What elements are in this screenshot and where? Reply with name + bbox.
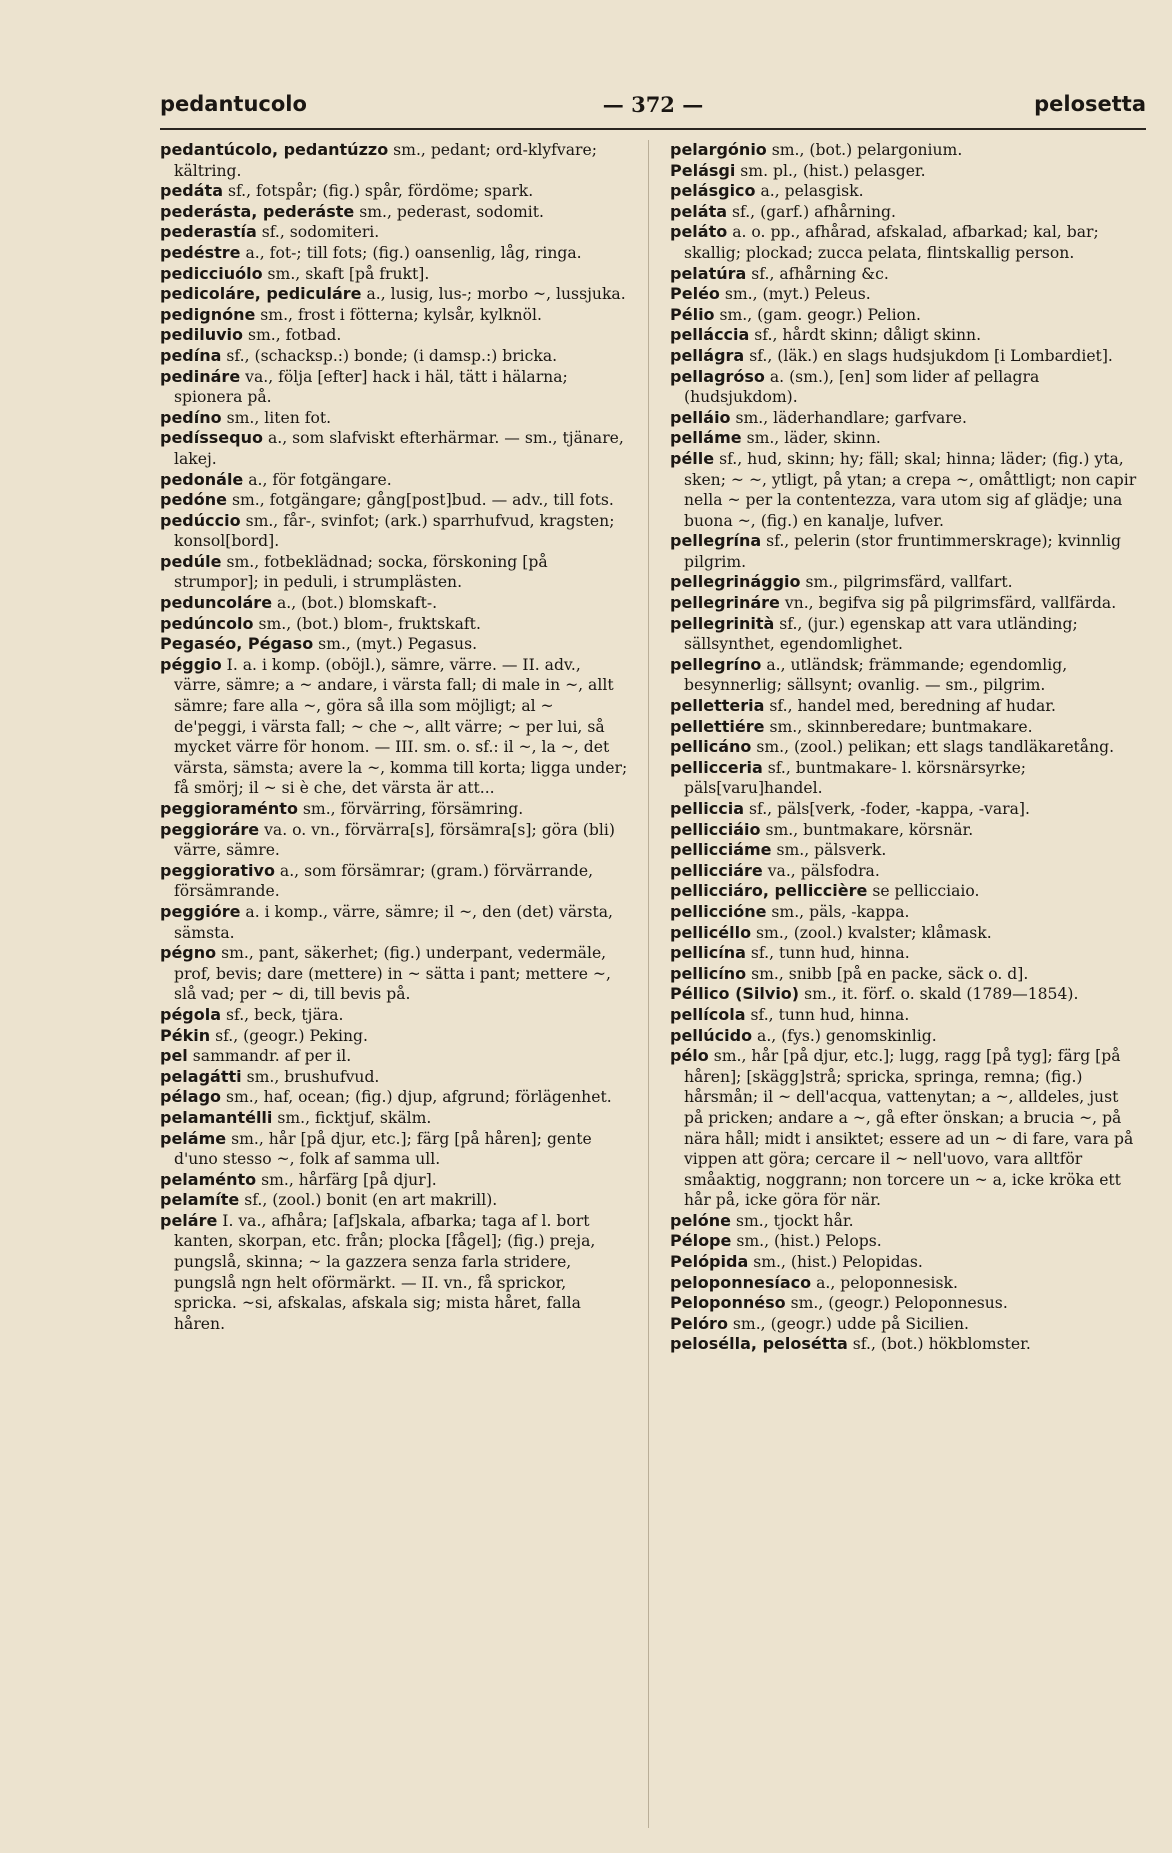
dictionary-entry <box>670 799 1140 820</box>
headword: pellegrinággio <box>670 572 801 592</box>
headword: peggioráre <box>160 819 260 839</box>
dictionary-entry <box>670 1314 1140 1335</box>
dictionary-entry <box>160 1108 630 1129</box>
definition: sf., (schacksp.:) bonde; (i damsp.:) bricka. <box>226 346 558 365</box>
dictionary-entry <box>670 1293 1140 1314</box>
headword: pelliccióne <box>670 901 767 921</box>
dictionary-entry <box>160 222 630 243</box>
definition: a., utländsk; främmande; egendomlig, besynnerlig; sällsynt; ovanlig. — sm., pilgrim. <box>684 655 1068 695</box>
headword: peggioraménto <box>160 799 298 818</box>
dictionary-entry <box>670 531 1140 572</box>
dictionary-entry <box>160 552 630 593</box>
headword: pellicíno <box>670 963 747 983</box>
headword: pellicáno <box>670 737 752 757</box>
headword: pelláio <box>670 407 731 427</box>
definition: sm., fotbeklädnad; socka, förskoning [på strumpor]; in peduli, i strumplästen. <box>174 552 548 592</box>
headword: pederastía <box>160 222 257 242</box>
headword: pelamantélli <box>160 1107 273 1127</box>
dictionary-entry <box>160 264 630 285</box>
headword: Pelásgi <box>670 160 736 180</box>
dictionary-entry <box>670 964 1140 985</box>
dictionary-entry <box>160 1005 630 1026</box>
definition: a., pelasgisk. <box>760 182 864 201</box>
headword: Pelópida <box>670 1252 749 1272</box>
headword: Pékin <box>160 1025 211 1045</box>
headword: pelláccia <box>670 325 750 345</box>
dictionary-entry <box>160 593 630 614</box>
headword: Péllico (Silvio) <box>670 984 800 1004</box>
headword: pedúncolo <box>160 613 254 633</box>
dictionary-entry <box>670 222 1140 263</box>
dictionary-entry <box>160 202 630 223</box>
dictionary-entry <box>160 346 630 367</box>
definition: sm., buntmakare, körsnär. <box>765 820 974 839</box>
definition: sm., ficktjuf, skälm. <box>277 1108 432 1127</box>
dictionary-entry <box>670 1334 1140 1355</box>
definition: sm., hår [på djur, etc.]; lugg, ragg [på tyg]; färg [på håren]; [skägg]strå; spricka, springa, remna; (fig.) hårsmån; il ~ dell'acqua, vattenytan; a ~, alldeles, just på pricken; andare a ~, gå efter önskan; a brucia ~, på nära håll; midt i ansiktet; essere ad un ~ di fare, vara på vippen att göra; cercare il ~ nell'uovo, vara alltför småaktig, noggrann; non torcere un ~ a, icke kröka ett hår på, icke göra för när. <box>684 1047 1134 1210</box>
headword: pellicciáro, pelliccière <box>670 881 868 901</box>
definition: sf., hud, skinn; hy; fäll; skal; hinna; läder; (fig.) yta, sken; ~ ~, ytligt, på ytan; a crepa ~, omåttligt; non capir nella ~ per la contentezza, vara utom sig af glädje; una buona ~, (fig.) en kanalje, lufver. <box>684 449 1137 530</box>
definition: sf., (bot.) hökblomster. <box>852 1335 1031 1354</box>
definition: sm., (bot.) pelargonium. <box>771 141 963 159</box>
dictionary-entry <box>670 408 1140 429</box>
definition: a., som försämrar; (gram.) förvärrande, försämrande. <box>174 861 594 901</box>
definition: sm., (zool.) pelikan; ett slags tandläkaretång. <box>756 738 1115 757</box>
headword: pellegrína <box>670 531 762 551</box>
headword: peláta <box>670 201 728 221</box>
definition: sm., pilgrimsfärd, vallfart. <box>805 573 1013 592</box>
dictionary-entry <box>670 181 1140 202</box>
headword: Peléo <box>670 284 720 304</box>
dictionary-entry <box>160 799 630 820</box>
headword: pelásgico <box>670 181 756 201</box>
dictionary-entry <box>670 923 1140 944</box>
headword: pelóne <box>670 1210 732 1230</box>
dictionary-entry <box>160 820 630 861</box>
dictionary-entry <box>160 1046 630 1067</box>
headword: pelletteria <box>670 696 765 716</box>
headword: peggióre <box>160 901 241 921</box>
dictionary-entry <box>160 1190 630 1211</box>
headword: pedonále <box>160 469 244 489</box>
definition: I. va., afhåra; [af]skala, afbarka; taga af l. bort kanten, skorpan, etc. från; plocka [fågel]; (fig.) preja, pungslå, skinna; ~ la gazzera senza farla stridere, pungslå ngn helt oförmärkt. — II. vn., få sprickor, spricka. ~si, afskalas, afskala sig; mista håret, falla håren. <box>174 1211 596 1333</box>
definition: a., (bot.) blomskaft-. <box>277 594 438 613</box>
definition: sf., sodomiteri. <box>261 223 380 242</box>
headword: pellicceria <box>670 757 763 777</box>
definition: sm., (myt.) Peleus. <box>724 285 871 304</box>
dictionary-entry <box>160 861 630 902</box>
headword: pellegríno <box>670 654 762 674</box>
headword: peloponnesíaco <box>670 1272 812 1292</box>
dictionary-entry <box>670 1231 1140 1252</box>
headword: pedáta <box>160 181 223 201</box>
dictionary-entry <box>670 161 1140 182</box>
dictionary-entry <box>160 140 630 181</box>
dictionary-entry <box>670 572 1140 593</box>
definition: sm., hår [på djur, etc.]; färg [på håren]; gente d'uno stesso ~, folk af samma ull. <box>174 1129 592 1169</box>
headword: pégno <box>160 943 217 963</box>
definition: sm., skaft [på frukt]. <box>267 264 430 283</box>
definition: sm., (bot.) blom-, fruktskaft. <box>258 614 481 633</box>
headword: pedóne <box>160 490 227 510</box>
definition: sm., it. förf. o. skald (1789—1854). <box>804 985 1079 1004</box>
headword: Pélio <box>670 304 715 324</box>
page-header <box>160 92 1146 126</box>
headword: pelliccia <box>670 799 745 818</box>
headword: pellícola <box>670 1004 746 1024</box>
definition: a. (sm.), [en] som lider af pellagra (hudsjukdom). <box>684 367 1040 407</box>
definition: sf., afhårning &c. <box>751 264 889 283</box>
definition: sm., (myt.) Pegasus. <box>318 635 478 654</box>
definition: sm., får-, svinfot; (ark.) sparrhufvud, kragsten; konsol[bord]. <box>174 511 615 551</box>
definition: sf., (garf.) afhårning. <box>732 202 896 221</box>
definition: sf., handel med, beredning af hudar. <box>769 697 1056 716</box>
headword: peláme <box>160 1128 227 1148</box>
definition: sm., läderhandlare; garfvare. <box>735 408 967 427</box>
dictionary-entry <box>160 902 630 943</box>
definition: a., för fotgängare. <box>248 470 392 489</box>
definition: sm., skinnberedare; buntmakare. <box>769 717 1033 736</box>
dictionary-entry <box>670 428 1140 449</box>
definition: sm., tjockt hår. <box>736 1211 854 1230</box>
definition: sf., (läk.) en slags hudsjukdom [i Lombardiet]. <box>749 346 1113 365</box>
definition: sm., (geogr.) Peloponnesus. <box>790 1294 1008 1313</box>
header-first-word: pedantucolo <box>160 92 307 116</box>
headword: peduncoláre <box>160 593 273 613</box>
definition: va., pälsfodra. <box>767 861 880 880</box>
headword: pellegrináre <box>670 593 780 613</box>
headword: pellicciáio <box>670 819 761 839</box>
dictionary-entry <box>670 140 1140 161</box>
definition: sm., (geogr.) udde på Sicilien. <box>732 1314 969 1333</box>
page-number: — 372 — <box>602 92 704 117</box>
headword: pedúccio <box>160 510 241 530</box>
dictionary-entry <box>160 655 630 799</box>
headword: pellágra <box>670 345 745 365</box>
headword: pélle <box>670 448 715 468</box>
definition: sf., pelerin (stor fruntimmerskrage); kvinnlig pilgrim. <box>684 532 1122 571</box>
definition: a. o. pp., afhårad, afskalad, afbarkad; kal, bar; skallig; plockad; zucca pelata, flintskallig person. <box>684 223 1099 262</box>
dictionary-entry <box>160 490 630 511</box>
definition: sf., tunn hud, hinna. <box>750 1005 910 1024</box>
dictionary-entry <box>670 1046 1140 1211</box>
dictionary-entry <box>160 408 630 429</box>
definition: va. o. vn., förvärra[s], försämra[s]; göra (bli) värre, sämre. <box>174 820 615 860</box>
definition: sm., pälsverk. <box>776 841 887 860</box>
dictionary-entry <box>160 428 630 469</box>
headword: pélo <box>670 1046 709 1066</box>
definition: I. a. i komp. (oböjl.), sämre, värre. — II. adv., värre, sämre; a ~ andare, i värsta fall; di male in ~, allt sämre; fare alla ~, göra så illa som möjligt; al ~ de'peggi, i värsta fall; ~ che ~, allt värre; ~ per lui, så mycket värre för honom. — III. sm. o. sf.: il ~, la ~, det värsta, sämsta; avere la ~, komma till korta; ligga under; få smörj; il ~ si è che, det värsta är att... <box>174 655 628 798</box>
headword: peláto <box>670 222 728 242</box>
dictionary-entry <box>670 346 1140 367</box>
dictionary-entry <box>670 861 1140 882</box>
headword: peláre <box>160 1210 218 1230</box>
dictionary-entry <box>160 284 630 305</box>
definition: sm., frost i fötterna; kylsår, kylknöl. <box>260 305 542 324</box>
headword: pedignóne <box>160 304 256 324</box>
dictionary-entry <box>160 943 630 1005</box>
headword: peggiorativo <box>160 860 275 880</box>
definition: sf., buntmakare- l. körsnärsyrke; päls[varu]handel. <box>684 758 1027 798</box>
dictionary-entry <box>160 1026 630 1047</box>
dictionary-entry <box>160 634 630 655</box>
dictionary-entry <box>670 449 1140 531</box>
dictionary-entry <box>160 1067 630 1088</box>
dictionary-entry <box>670 284 1140 305</box>
definition: a., fot-; till fots; (fig.) oansenlig, låg, ringa. <box>245 243 582 262</box>
definition: sm., haf, ocean; (fig.) djup, afgrund; förlägenhet. <box>226 1088 612 1107</box>
headword: pellicína <box>670 943 746 963</box>
dictionary-entry <box>670 593 1140 614</box>
headword: pégola <box>160 1004 222 1024</box>
definition: sm., (hist.) Pelopidas. <box>753 1253 923 1272</box>
definition: sm., fotbad. <box>248 326 342 345</box>
dictionary-entry <box>160 511 630 552</box>
headword: pellúcido <box>670 1025 753 1045</box>
definition: a., peloponnesisk. <box>816 1273 958 1292</box>
headword: pedantúcolo, pedantúzzo <box>160 140 389 159</box>
dictionary-entry <box>160 325 630 346</box>
definition: sm., pant, säkerhet; (fig.) underpant, vedermäle, prof, bevis; dare (mettere) in ~ sätta i pant; mettere ~, slå vad; per ~ di, till bevis på. <box>174 944 611 1004</box>
dictionary-entry <box>670 367 1140 408</box>
headword: pelagátti <box>160 1066 242 1086</box>
headword: pellagróso <box>670 366 765 386</box>
definition: vn., begifva sig på pilgrimsfärd, vallfärda. <box>784 594 1117 613</box>
headword: pedicciuólo <box>160 263 263 283</box>
dictionary-entry <box>670 1026 1140 1047</box>
headword: pedináre <box>160 366 241 386</box>
dictionary-entry <box>160 1170 630 1191</box>
definition: sf., päls[verk, -foder, -kappa, -vara]. <box>748 800 1030 818</box>
headword: pelaménto <box>160 1169 257 1189</box>
definition: se pellicciaio. <box>872 882 980 901</box>
headword: pelatúra <box>670 263 747 283</box>
definition: sm., (gam. geogr.) Pelion. <box>719 305 921 324</box>
definition: a., (fys.) genomskinlig. <box>757 1026 937 1045</box>
dictionary-entry <box>670 1273 1140 1294</box>
definition: sm., läder, skinn. <box>746 429 881 448</box>
dictionary-entry <box>670 758 1140 799</box>
header-last-word: pelosetta <box>1034 92 1146 116</box>
definition: sm. pl., (hist.) pelasger. <box>740 161 926 180</box>
definition: va., följa [efter] hack i häl, tätt i hälarna; spionera på. <box>174 367 568 407</box>
definition: sm., brushufvud. <box>246 1067 380 1086</box>
headword: Pélope <box>670 1231 732 1251</box>
definition: sm., (zool.) kvalster; klåmask. <box>756 923 992 942</box>
dictionary-entry <box>160 1129 630 1170</box>
left-column <box>160 140 630 1830</box>
headword: pellicciáme <box>670 840 772 860</box>
definition: sm., liten fot. <box>226 408 332 427</box>
definition: sf., (jur.) egenskap att vara utländing; sällsynthet, egendomlighet. <box>684 614 1078 654</box>
definition: sf., (geogr.) Peking. <box>215 1026 368 1045</box>
right-column <box>670 140 1140 1830</box>
definition: sf., hårdt skinn; dåligt skinn. <box>754 326 982 345</box>
dictionary-entry <box>670 696 1140 717</box>
dictionary-entry <box>670 202 1140 223</box>
definition: sm., snibb [på en packe, säck o. d]. <box>751 964 1029 983</box>
dictionary-entry <box>160 1087 630 1108</box>
definition: sm., pederast, sodomit. <box>359 202 544 221</box>
headword: péggio <box>160 654 222 674</box>
dictionary-entry <box>670 737 1140 758</box>
headword: Peloponnéso <box>670 1293 786 1313</box>
column-divider <box>648 140 649 1828</box>
dictionary-entry <box>160 305 630 326</box>
definition: sf., beck, tjära. <box>226 1005 344 1024</box>
header-rule <box>160 128 1146 130</box>
definition: sm., hårfärg [på djur]. <box>261 1170 437 1189</box>
headword: pel <box>160 1046 188 1066</box>
headword: pedína <box>160 345 222 365</box>
definition: sm., fotgängare; gång[post]bud. — adv., till fots. <box>231 491 614 510</box>
dictionary-entry <box>160 1211 630 1335</box>
headword: pederásta, pederáste <box>160 201 355 221</box>
headword: pellettiére <box>670 716 765 736</box>
definition: sf., fotspår; (fig.) spår, fördöme; spark. <box>227 182 534 201</box>
headword: Pelóro <box>670 1313 728 1333</box>
dictionary-entry <box>160 243 630 264</box>
dictionary-entry <box>670 943 1140 964</box>
headword: Pegaséo, Pégaso <box>160 634 314 654</box>
headword: pélago <box>160 1087 222 1107</box>
definition: sf., (zool.) bonit (en art makrill). <box>244 1191 498 1210</box>
headword: pedíssequo <box>160 428 263 448</box>
definition: sammandr. af per il. <box>192 1047 352 1066</box>
headword: pedéstre <box>160 242 241 262</box>
dictionary-entry <box>160 181 630 202</box>
headword: pelargónio <box>670 140 767 159</box>
definition: a. i komp., värre, sämre; il ~, den (det) värsta, sämsta. <box>174 902 613 942</box>
dictionary-entry <box>670 305 1140 326</box>
headword: pelláme <box>670 428 742 448</box>
definition: sm., (hist.) Pelops. <box>736 1232 882 1251</box>
definition: a., som slafviskt efterhärmar. — sm., tjänare, lakej. <box>174 429 624 468</box>
headword: pelosélla, pelosétta <box>670 1334 848 1354</box>
dictionary-entry <box>670 881 1140 902</box>
definition: sm., pedant; ord-klyfvare; kältring. <box>174 141 597 180</box>
dictionary-entry <box>670 717 1140 738</box>
dictionary-entry <box>670 614 1140 655</box>
dictionary-entry <box>670 1252 1140 1273</box>
dictionary-entry <box>670 984 1140 1005</box>
dictionary-entry <box>670 1005 1140 1026</box>
headword: pelamíte <box>160 1190 240 1210</box>
dictionary-entry <box>160 614 630 635</box>
headword: pedúle <box>160 551 222 571</box>
dictionary-entry <box>670 264 1140 285</box>
definition: sm., päls, -kappa. <box>771 902 910 921</box>
definition: a., lusig, lus-; morbo ~, lussjuka. <box>366 285 626 304</box>
dictionary-entry <box>160 470 630 491</box>
dictionary-entry <box>670 655 1140 696</box>
headword: pediluvio <box>160 325 244 345</box>
dictionary-entry <box>670 820 1140 841</box>
dictionary-entry <box>670 325 1140 346</box>
definition: sf., tunn hud, hinna. <box>750 944 910 963</box>
headword: pedíno <box>160 407 222 427</box>
headword: pellicéllo <box>670 922 752 942</box>
headword: pedicoláre, pediculáre <box>160 284 362 304</box>
dictionary-entry <box>670 1211 1140 1232</box>
dictionary-entry <box>160 367 630 408</box>
dictionary-entry <box>670 902 1140 923</box>
dictionary-entry <box>670 840 1140 861</box>
definition: sm., förvärring, försämring. <box>302 800 524 818</box>
headword: pellegrinità <box>670 613 775 633</box>
headword: pellicciáre <box>670 860 763 880</box>
